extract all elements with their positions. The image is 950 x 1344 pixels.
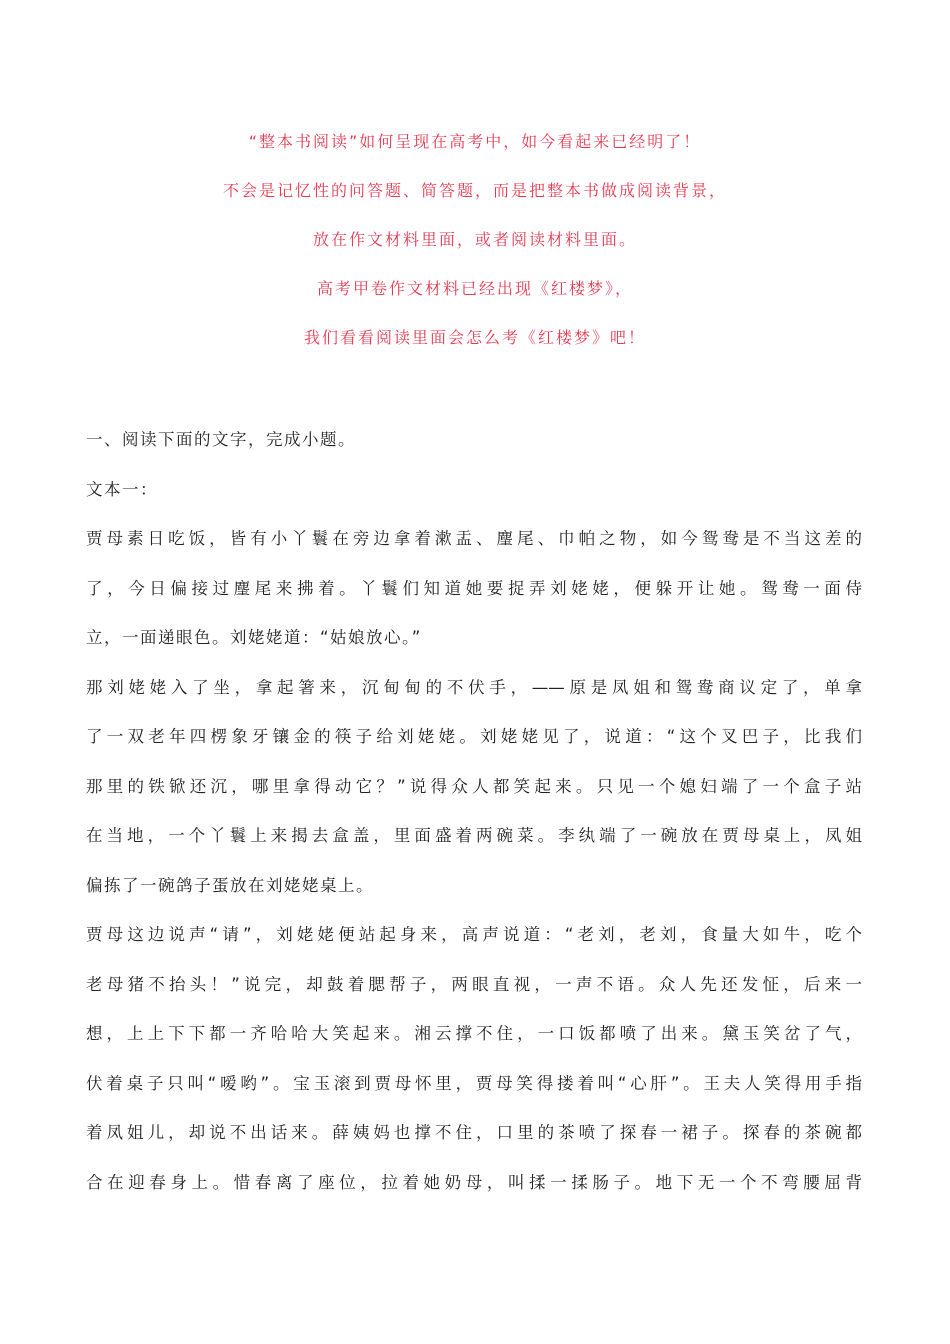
passage-line: 想，上上下下都一齐哈哈大笑起来。湘云撑不住，一口饭都喷了出来。黛玉笑岔了气，: [86, 1024, 862, 1043]
passage-line: 贾母素日吃饭，皆有小丫鬟在旁边拿着漱盂、麈尾、巾帕之物，如今鸳鸯是不当这差的: [86, 529, 862, 548]
passage-line: 偏拣了一碗鸽子蛋放在刘姥姥桌上。: [86, 875, 374, 895]
question-heading: 一、阅读下面的文字，完成小题。: [86, 430, 356, 449]
passage-line: 了，今日偏接过麈尾来拂着。丫鬟们知道她要捉弄刘姥姥，便躲开让她。鸳鸯一面侍: [86, 578, 862, 598]
passage-line: 伏着桌子只叫“嗳哟”。宝玉滚到贾母怀里，贾母笑得搂着叫“心肝”。王夫人笑得用手指: [86, 1073, 862, 1093]
passage-line: 那刘姥姥入了坐，拿起箸来，沉甸甸的不伏手，——原是凤姐和鸳鸯商议定了，单拿: [86, 677, 862, 697]
passage-line: 老母猪不抬头！”说完，却鼓着腮帮子，两眼直视，一声不语。众人先还发怔，后来一: [86, 974, 862, 994]
passage-line: 在当地，一个丫鬟上来揭去盒盖，里面盛着两碗菜。李纨端了一碗放在贾母桌上，凤姐: [86, 826, 862, 845]
text-label: 文本一：: [86, 479, 158, 499]
intro-block: [0, 124, 950, 369]
intro-line: 高考甲卷作文材料已经出现《红楼梦》，: [316, 279, 633, 298]
intro-line: 不会是记忆性的问答题、简答题，而是把整本书做成阅读背景，: [222, 181, 727, 200]
passage-line: 立，一面递眼色。刘姥姥道：“姑娘放心。”: [86, 628, 422, 647]
passage-line: 着凤姐儿，却说不出话来。薛姨妈也撑不住，口里的茶喷了探春一裙子。探春的茶碗都: [86, 1123, 862, 1142]
passage-line: 贾母这边说声“请”，刘姥姥便站起身来，高声说道：“老刘，老刘，食量大如牛，吃个: [86, 925, 862, 944]
intro-line: 我们看看阅读里面会怎么考《红楼梦》吧！: [303, 328, 646, 347]
reading-passage: [86, 422, 862, 1214]
intro-line: “整本书阅读”如何呈现在高考中，如今看起来已经明了！: [248, 132, 702, 151]
intro-line: 放在作文材料里面，或者阅读材料里面。: [312, 230, 637, 249]
passage-line: 了一双老年四楞象牙镶金的筷子给刘姥姥。刘姥姥见了，说道：“这个叉巴子，比我们: [86, 727, 862, 746]
passage-line: 合在迎春身上。惜春离了座位，拉着她奶母，叫揉一揉肠子。地下无一个不弯腰屈背: [86, 1172, 862, 1192]
passage-line: 那里的铁锨还沉，哪里拿得动它？”说得众人都笑起来。只见一个媳妇端了一个盒子站: [86, 776, 862, 796]
